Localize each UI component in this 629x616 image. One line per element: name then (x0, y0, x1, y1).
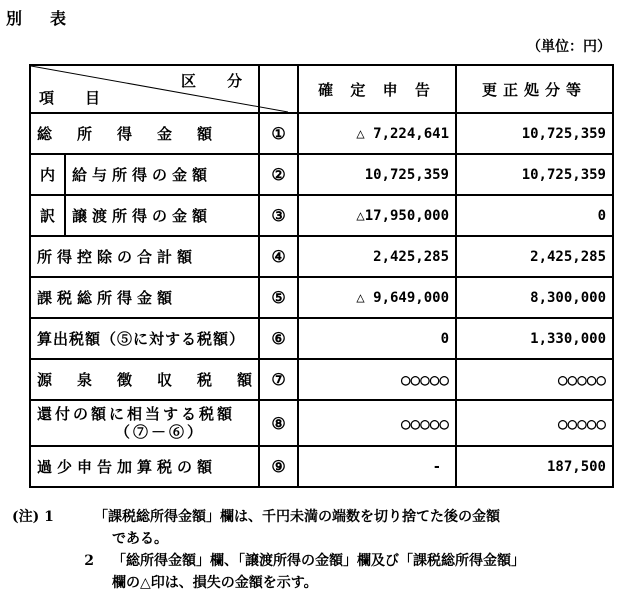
row-number: ⑦ (259, 359, 298, 400)
note-1-line2: である。 (112, 531, 168, 547)
row-item-label-two-line (30, 400, 259, 446)
row-kakutei-value: △ 7,224,641 (298, 113, 456, 154)
row-item-label: 譲渡所得の金額 (65, 195, 259, 236)
row-number: ⑥ (259, 318, 298, 359)
unit-label: （単位：円） (527, 39, 611, 55)
row-item-label: 源 泉 徴 収 税 額 (30, 359, 259, 400)
row-kakutei-value: 2,425,285 (298, 236, 456, 277)
row-kousei-value: 0 (456, 195, 613, 236)
row-item-label: 算出税額（⑤に対する税額） (30, 318, 259, 359)
header-kakutei: 確 定 申 告 (298, 65, 456, 113)
row-kakutei-value: ○○○○○ (298, 400, 456, 446)
row-kakutei-value: 0 (298, 318, 456, 359)
note-2-number: 2 (84, 553, 94, 569)
tax-table (29, 64, 614, 488)
table-row (30, 236, 613, 277)
row-number: ③ (259, 195, 298, 236)
row-item-label: 過少申告加算税の額 (30, 446, 259, 487)
note-label: (注) 1 (12, 509, 54, 525)
row-kousei-value: 8,300,000 (456, 277, 613, 318)
row-item-line2: （⑦－⑥） (115, 423, 206, 441)
note-2-line1: 「総所得金額」欄、「譲渡所得の金額」欄及び「課税総所得金額」 (112, 553, 525, 569)
row-number: ① (259, 113, 298, 154)
header-kubun: 区 分 (180, 72, 250, 90)
row-item-label: 所得控除の合計額 (30, 236, 259, 277)
row-kousei-value: 1,330,000 (456, 318, 613, 359)
header-kousei: 更正処分等 (456, 65, 613, 113)
row-item-line1: 還付の額に相当する税額 (37, 405, 236, 423)
header-koumoku: 項 目 (39, 89, 109, 107)
document-title: 別 表 (6, 9, 73, 28)
row-item-label: 総 所 得 金 額 (30, 113, 259, 154)
row-item-label: 給与所得の金額 (65, 154, 259, 195)
table-row (30, 113, 613, 154)
row-number: ④ (259, 236, 298, 277)
row-number: ⑧ (259, 400, 298, 446)
table-row (30, 277, 613, 318)
table-row (30, 154, 613, 195)
row-number: ⑨ (259, 446, 298, 487)
row-kakutei-value: 10,725,359 (298, 154, 456, 195)
row-kousei-value: 10,725,359 (456, 154, 613, 195)
table-header-row (30, 65, 613, 113)
row-kousei-value: 187,500 (456, 446, 613, 487)
table-row (30, 400, 613, 446)
note-1-line1: 「課税総所得金額」欄は、千円未満の端数を切り捨てた後の金額 (94, 509, 500, 525)
table-row (30, 195, 613, 236)
row-kakutei-value: △17,950,000 (298, 195, 456, 236)
row-kousei-value: 10,725,359 (456, 113, 613, 154)
row-item-label: 課税総所得金額 (30, 277, 259, 318)
diagonal-header-cell (30, 65, 259, 113)
row-kousei-value: ○○○○○ (456, 400, 613, 446)
row-kousei-value: ○○○○○ (456, 359, 613, 400)
note-1 (12, 506, 525, 528)
table-row (30, 318, 613, 359)
row-kakutei-value: ○○○○○ (298, 359, 456, 400)
row-kakutei-value: △ 9,649,000 (298, 277, 456, 318)
breakdown-label-uchi: 内 (30, 154, 65, 195)
notes-section (12, 506, 525, 594)
row-number: ⑤ (259, 277, 298, 318)
note-2-line2: 欄の△印は、損失の金額を示す。 (112, 575, 318, 591)
breakdown-label-wake: 訳 (30, 195, 65, 236)
note-2 (12, 550, 525, 572)
table-row (30, 359, 613, 400)
row-kousei-value: 2,425,285 (456, 236, 613, 277)
table-row (30, 446, 613, 487)
row-kakutei-value: - (298, 446, 456, 487)
row-number: ② (259, 154, 298, 195)
